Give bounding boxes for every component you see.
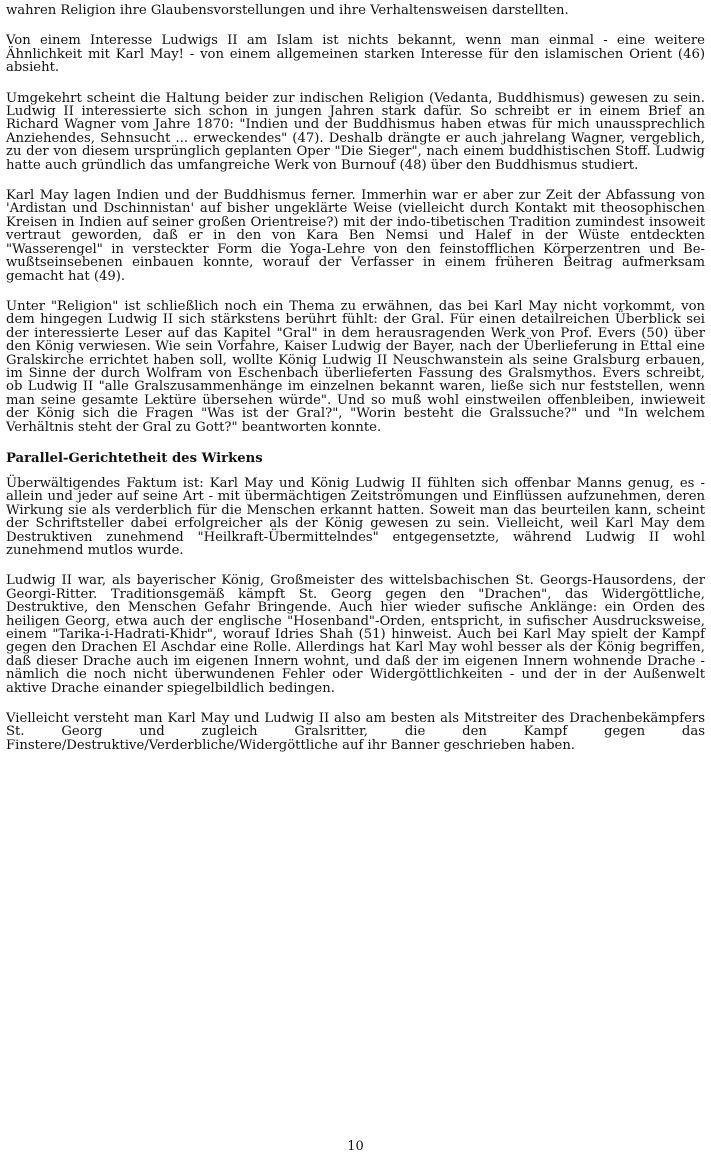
paragraph-karl-may-india: Karl May lagen Indien und der Buddhismus ferner. Immerhin war er aber zur Zeit der Abfassung von 'Ardistan und Dschinnistan' auf bisher ungeklärte Weise (vielleicht durch Kontakt mit theosophischen Kreisen in Indien auf seiner großen Orientreise?) mit der indo-tibetischen Tradition zumindest insoweit vertraut geworden, daß er in den von Kara Ben Nemsi und Halef in der Wüste entdeckten "Wasserengel" in versteckter Form die Yoga-Lehre von den feinstofflichen Körperzentren und Bewußtseinsebenen einbauen konnte, worauf der Verfasser in einem früheren Beitrag aufmerksam gemacht hat (49).	[6, 188, 705, 284]
paragraph-islam: Von einem Interesse Ludwigs II am Islam ist nichts bekannt, wenn man einmal - eine weitere Ähnlichkeit mit Karl May! - von einem allgemeinen starken Interesse für den islamischen Orient (46) absieht.	[6, 33, 705, 76]
paragraph-intro-line: wahren Religion ihre Glaubensvorstellungen und ihre Verhaltensweisen darstellten.	[6, 3, 569, 18]
paragraph-st-george-order: Ludwig II war, als bayerischer König, Großmeister des wittelsbachischen St. Georgs-Hausordens, der Georgi-Ritter. Traditionsgemäß kämpft St. Georg gegen den "Drachen", das Widergöttliche, Destruktive, den Menschen Gefahr Bringende. Auch hier wieder sufische Anklänge: ein Orden des heiligen Georg, etwa auch der englische "Hosenband"-Orden, entspricht, in sufischer Ausdrucksweise, einem "Tarika-i-Hadrati-Khidr", worauf Idries Shah (51) hinweist. Auch bei Karl May spielt der Kampf gegen den Drachen El Aschdar eine Rolle. Allerdings hat Karl May wohl besser als der König begriffen, daß dieser Drache auch im eigenen Innern wohnt, und daß der im eigenen Innern wohnende Drache - nämlich die noch nicht überwundenen Fehler oder Widergöttlichkeiten - und der in der Außenwelt aktive Drache einander spiegelbildlich bedingen.	[6, 573, 705, 696]
paragraph-indian-religion: Umgekehrt scheint die Haltung beider zur indischen Religion (Vedanta, Buddhismus) gewesen zu sein. Ludwig II interessierte sich schon in jungen Jahren stark dafür. So schreibt er in einem Brief an Richard Wagner vom Jahre 1870: "Indien und der Buddhismus haben etwas für mich unaussprechlich Anziehendes, Sehnsucht ... erweckendes" (47). Deshalb drängte er auch jahrelang Wagner, vergeblich, zu der von diesem ursprünglich geplanten Oper "Die Sieger", nach einem buddhistischen Stoff. Ludwig hatte auch gründlich das umfangreiche Werk von Burnouf (48) über den Buddhismus studiert.	[6, 90, 705, 173]
paragraph-grail: Unter "Religion" ist schließlich noch ein Thema zu erwähnen, das bei Karl May nicht vorkommt, von dem hingegen Ludwig II sich stärkstens berührt fühlt: der Gral. Für einen detailreichen Überblick sei der interessierte Leser auf das Kapitel "Gral" in dem herausragenden Werk von Prof. Evers (50) über den König verwiesen. Wie sein Vorfahre, Kaiser Ludwig der Bayer, nach der Überlieferung in Ettal eine Gralskirche errichtet haben soll, wollte König Ludwig II Neuschwanstein als seine Gralsburg erbauen, im Sinne der durch Wolfram von Eschenbach überlieferten Fassung des Gralsmythos. Evers schreibt, ob Ludwig II "alle Gralszusammenhänge im einzelnen bekannt waren, ließe sich nur feststellen, wenn man seine gesamte Lektüre übersehen würde". Und so muß wohl einstweilen offenbleiben, inwieweit der König sich die Fragen "Was ist der Gral?", "Worin besteht die Gralssuche?" und "In welchem Verhältnis steht der Gral zu Gott?" beantworten konnte.	[6, 298, 705, 435]
paragraph-overwhelming-fact: Überwältigendes Faktum ist: Karl May und König Ludwig II fühlten sich offenbar Manns genug, es - allein und jeder auf seine Art - mit übermächtigen Zeitströmungen und Einflüssen aufzunehmen, deren Wirkung sie als verderblich für die Menschen erkannt hatten. Soweit man das beurteilen kann, scheint der Schriftsteller dabei erfolgreicher als der König gewesen zu sein. Vielleicht, weil Karl May dem Destruktiven zunehmend "Heilkraft-Übermittelndes" entgegensetzte, während Ludwig II wohl zunehmend mutlos wurde.	[6, 475, 705, 558]
section-heading: Parallel-Gerichtetheit des Wirkens	[6, 450, 263, 466]
page-number: 10	[347, 1139, 364, 1154]
paragraph-conclusion: Vielleicht versteht man Karl May und Ludwig II also am besten als Mitstreiter des Drachenbekämpfers St. Georg und zugleich Gralsritter, die den Kampf gegen das Finstere/Destruktive/Verderbliche/Widergöttliche auf ihr Banner geschrieben haben.	[6, 711, 705, 753]
